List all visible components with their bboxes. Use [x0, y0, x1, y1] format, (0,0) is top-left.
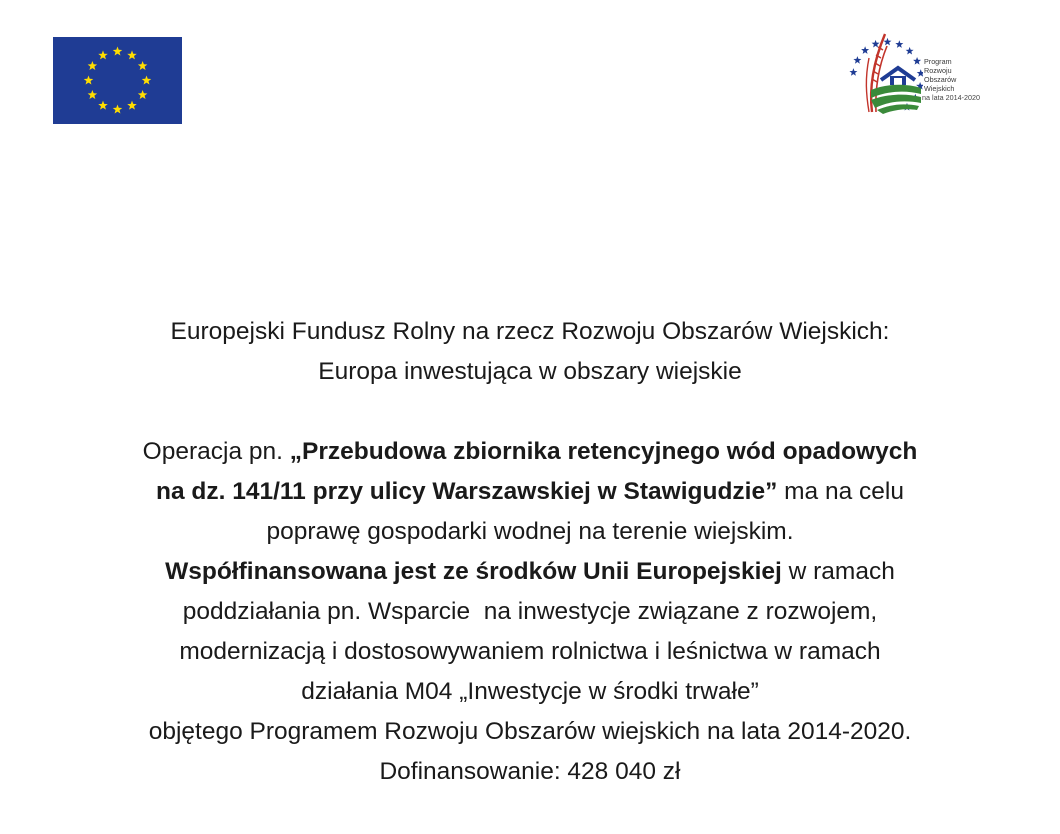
prow-star-icon — [849, 68, 857, 76]
cofinancing-line: Współfinansowana jest ze środków Unii Europejskiej w ramach — [165, 558, 895, 585]
prow-logo-text: Program Rozwoju Obszarów Wiejskich na lata 2014-2020 — [922, 57, 980, 102]
funding-amount: Dofinansowanie: 428 040 zł — [379, 758, 681, 785]
prow-logo — [845, 28, 990, 118]
eu-star-icon — [113, 47, 123, 56]
prow-star-icon — [872, 40, 880, 48]
eu-star-icon — [142, 76, 152, 85]
cofinancing-bold: Współfinansowana jest ze środków Unii Europejskiej — [165, 558, 782, 585]
announcement-text — [0, 312, 1060, 792]
eu-flag-icon — [53, 37, 182, 124]
eu-star-icon — [88, 61, 98, 70]
programme-line: objętego Programem Rozwoju Obszarów wiejskich na lata 2014-2020. — [148, 718, 912, 745]
eu-star-icon — [138, 61, 148, 70]
eu-star-icon — [88, 90, 98, 99]
eu-flag-stars — [53, 37, 182, 124]
eu-star-icon — [113, 105, 123, 114]
prow-star-icon — [861, 46, 869, 54]
eu-star-icon — [84, 76, 94, 85]
operation-title-part-1: „Przebudowa zbiornika retencyjnego wód opadowych — [289, 438, 918, 465]
operation-line-2: na dz. 141/11 przy ulicy Warszawskiej w Stawigudzie” ma na celu — [155, 478, 904, 505]
measure-line: działania M04 „Inwestycje w środki trwałe” — [301, 678, 759, 705]
prow-star-icon — [853, 56, 861, 64]
eu-star-icon — [98, 50, 108, 59]
fund-slogan: Europa inwestująca w obszary wiejskie — [318, 358, 742, 385]
prow-star-icon — [906, 47, 914, 55]
prow-star-icon — [895, 40, 903, 48]
fund-name: Europejski Fundusz Rolny na rzecz Rozwoju Obszarów Wiejskich: — [170, 318, 890, 345]
eu-star-icon — [98, 101, 108, 110]
prow-star-icon — [913, 57, 921, 65]
eu-star-icon — [138, 90, 148, 99]
submeasure-line-2: modernizacją i dostosowywaniem rolnictwa i leśnictwa w ramach — [179, 638, 881, 665]
operation-line-1: Operacja pn. „Przebudowa zbiornika retencyjnego wód opadowych — [142, 438, 918, 465]
operation-goal: poprawę gospodarki wodnej na terenie wiejskim. — [266, 518, 794, 545]
prow-logo-icon — [845, 28, 923, 118]
eu-star-icon — [127, 50, 137, 59]
eu-star-icon — [127, 101, 137, 110]
operation-title-part-2: na dz. 141/11 przy ulicy Warszawskiej w Stawigudzie” — [155, 478, 778, 505]
prow-star-icon — [883, 38, 891, 46]
submeasure-line-1: poddziałania pn. Wsparcie na inwestycje związane z rozwojem, — [182, 598, 878, 625]
